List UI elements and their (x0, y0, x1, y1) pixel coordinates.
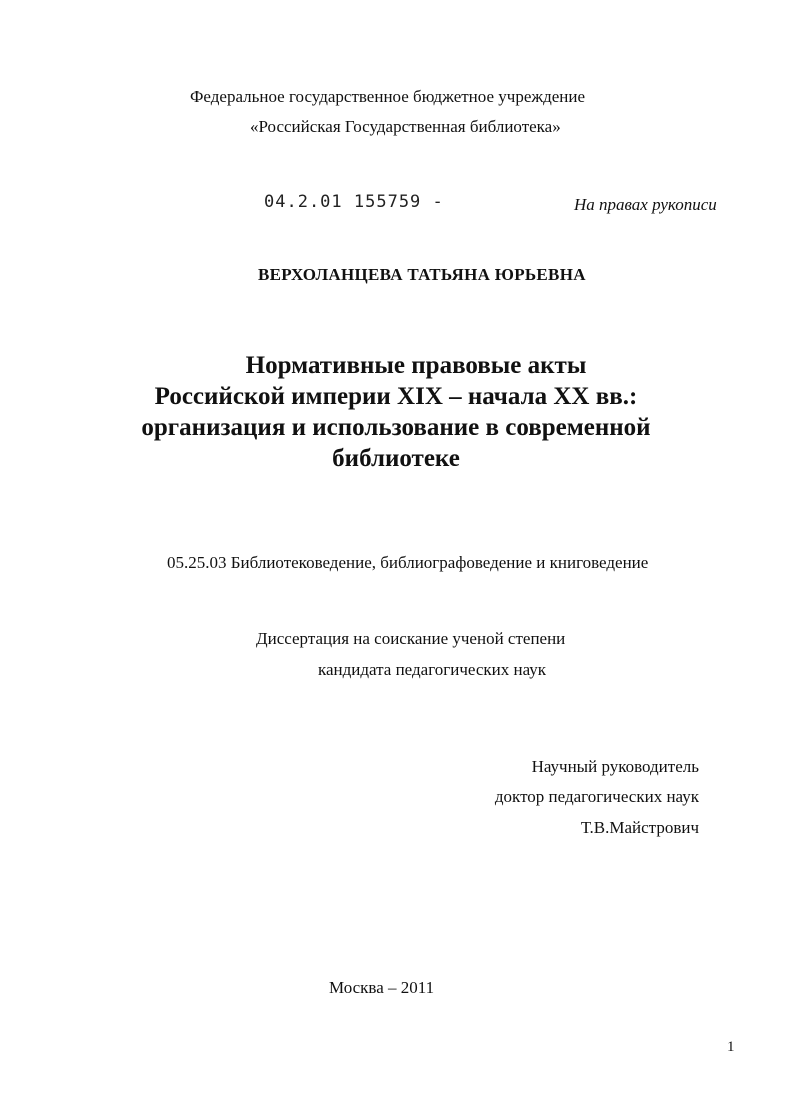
city-year: Москва – 2011 (329, 978, 435, 997)
author-name: ВЕРХОЛАНЦЕВА ТАТЬЯНА ЮРЬЕВНА (258, 265, 586, 284)
specialty-code: 05.25.03 Библиотековедение, библиографоведение и книговедение (167, 553, 649, 572)
library-name: «Российская Государственная библиотека» (250, 117, 561, 136)
supervisor-role: Научный руководитель (531, 757, 699, 776)
title-line-3: организация и использование в современной (141, 414, 651, 441)
degree-line-1: Диссертация на соискание ученой степени (256, 629, 566, 648)
degree-line-2: кандидата педагогических наук (318, 660, 547, 679)
catalog-stamp: 04.2.01 155759 - (264, 192, 444, 212)
supervisor-degree: доктор педагогических наук (494, 787, 699, 806)
rights-notice: На правах рукописи (574, 195, 717, 214)
institution-name: Федеральное государственное бюджетное учреждение (190, 87, 586, 106)
page-number: 1 (727, 1039, 735, 1055)
title-line-2: Российской империи XIX – начала XX вв.: (154, 383, 638, 410)
supervisor-name: Т.В.Майстрович (580, 818, 699, 837)
dissertation-title (0, 350, 792, 474)
title-line-1: Нормативные правовые акты (245, 352, 587, 379)
title-line-4: библиотеке (332, 445, 460, 472)
